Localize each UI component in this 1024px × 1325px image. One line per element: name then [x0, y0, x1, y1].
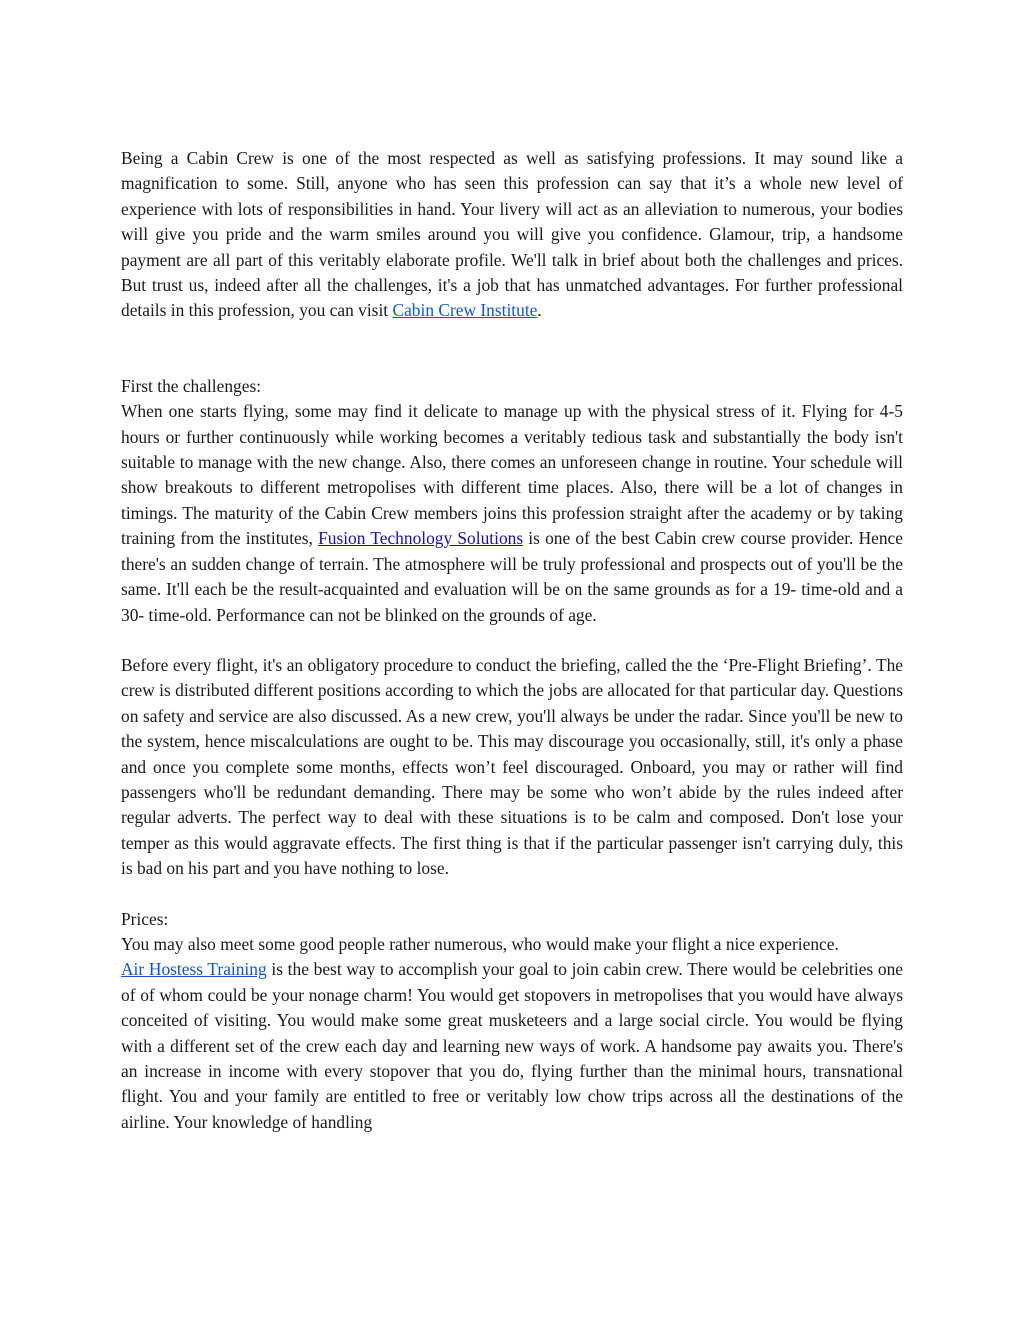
intro-text-end: . — [537, 300, 542, 321]
briefing-paragraph: Before every flight, it's an obligatory procedure to conduct the briefing, called the the ‘Pre-Flight Briefing’. The crew is distributed different positions according to which the jobs are allocated for that particular day. Questions on safety and service are also discussed. As a new crew, you'll always be under the radar. Since you'll be new to the system, hence miscalculations are ought to be. This may discourage you occasionally, still, it's only a phase and once you complete some months, effects won’t feel discouraged. Onboard, you may or rather will find passengers who'll be redundant demanding. There may be some who won’t abide by the rules indeed after regular adverts. The perfect way to deal with these situations is to be calm and composed. Don't lose your temper as this would aggravate effects. The first thing is that if the particular passenger isn't carrying duly, this is bad on his part and you have nothing to lose. — [121, 654, 903, 879]
challenges-heading: First the challenges: — [121, 375, 262, 396]
challenges-text-end: is one of the best Cabin crew course provider. Hence there's an sudden change of terrain. The atmosphere will be truly professional and prospects out of you'll be the same. It'll each be the result-acquainted and evaluation will be on the same grounds as for a 19- time-old and a 30- time-old. Performance can not be blinked on the grounds of age. — [121, 528, 903, 625]
intro-paragraph — [121, 146, 903, 324]
challenges-text: When one starts flying, some may find it delicate to manage up with the physical stress of it. Flying for 4-5 hours or further continuously while working becomes a veritably tedious task and substantially the body isn't suitable to manage with the new change. Also, there comes an unforeseen change in routine. Your schedule will show breakouts to different metropolises with different time places. Also, there will be a lot of changes in timings. The maturity of the Cabin Crew members joins this profession straight after the academy or by taking training from the institutes, — [121, 401, 903, 549]
paragraph-spacer — [121, 628, 903, 653]
fusion-technology-solutions-link[interactable]: Fusion Technology Solutions — [318, 528, 524, 549]
paragraph-spacer — [121, 882, 903, 907]
paragraph-spacer — [121, 324, 903, 374]
prices-paragraph — [121, 957, 903, 1135]
prices-heading: Prices: — [121, 908, 169, 929]
document-page — [121, 146, 903, 1135]
challenges-paragraph — [121, 399, 903, 628]
prices-line-1: You may also meet some good people rather numerous, who would make your flight a nice experience. — [121, 933, 839, 954]
prices-text: is the best way to accomplish your goal to join cabin crew. There would be celebrities one of of whom could be your nonage charm! You would get stopovers in metropolises that you would have always conceited of visiting. You would make some great musketeers and a large social circle. You would be flying with a different set of the crew each day and learning new ways of work. A handsome pay awaits you. There's an increase in income with every stopover that you do, flying further than the minimal hours, transnational flight. You and your family are entitled to free or veritably low chow trips across all the destinations of the airline. Your knowledge of handling — [121, 959, 903, 1132]
intro-text: Being a Cabin Crew is one of the most respected as well as satisfying professions. It may sound like a magnification to some. Still, anyone who has seen this profession can say that it’s a whole new level of experience with lots of responsibilities in hand. Your livery will act as an alleviation to numerous, your bodies will give you pride and the warm smiles around you will give you confidence. Glamour, trip, a handsome payment are all part of this veritably elaborate profile. We'll talk in brief about both the challenges and prices. But trust us, indeed after all the challenges, it's a job that has unmatched advantages. For further professional details in this profession, you can visit — [121, 148, 903, 321]
air-hostess-training-link[interactable]: Air Hostess Training — [121, 959, 267, 980]
cabin-crew-institute-link[interactable]: Cabin Crew Institute — [392, 300, 538, 321]
